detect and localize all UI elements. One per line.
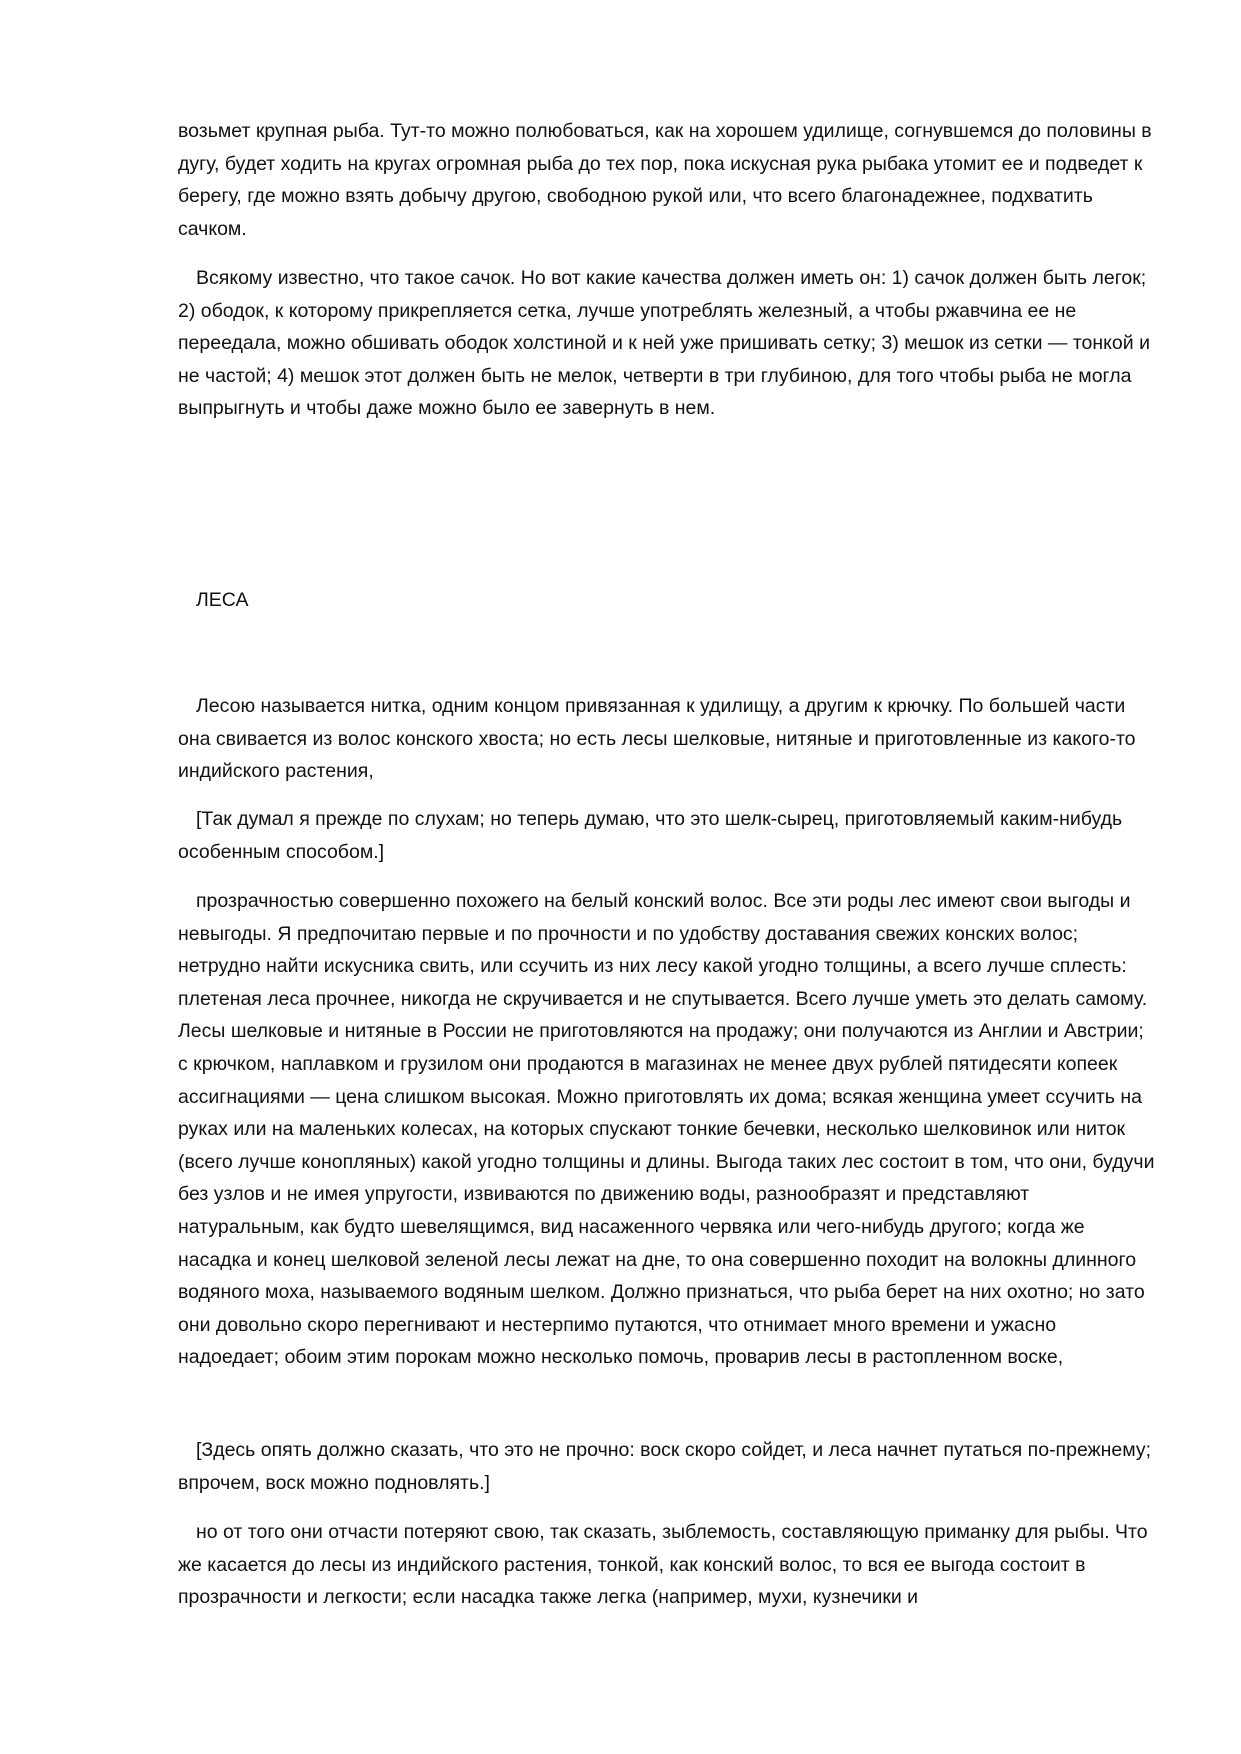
footnote-bracket-2: [Здесь опять должно сказать, что это не прочно: воск скоро сойдет, и леса начнет путаться по-прежнему; впрочем, воск можно подновлять.] [178, 1439, 1152, 1494]
paragraph-sachok: Всякому известно, что такое сачок. Но вот какие качества должен иметь он: 1) сачок должен быть легок; 2) ободок, к которому прикрепляется сетка, лучше употреблять железный, а чтобы ржавчина ее не переедала, можно обшивать ободок холстиной и к ней уже пришивать сетку; 3) мешок из сетки — тонкой и не частой; 4) мешок этот должен быть не мелок, четверти в три глубиною, для того чтобы рыба не могла выпрыгнуть и чтобы даже можно было ее завернуть в нем. [178, 267, 1150, 420]
section-heading: ЛЕСА [196, 589, 249, 611]
paragraph-indian-plant: но от того они отчасти потеряют свою, так сказать, зыблемость, составляющую приманку для рыбы. Что же касается до лесы из индийского растения, тонкой, как конский волос, то вся ее выгода состоит в прозрачности и легкости; если насадка также легка (например, мухи, кузнечики и [178, 1521, 1148, 1609]
footnote-bracket-1: [Так думал я прежде по слухам; но теперь думаю, что это шелк-сырец, приготовляемый каким-нибудь особенным способом.] [178, 808, 1123, 863]
paragraph-lesa-definition: Лесою называется нитка, одним концом привязанная к удилищу, а другим к крючку. По большей части она свивается из волос конского хвоста; но есть лесы шелковые, нитяные и приготовленные из какого-то индийского растения, [178, 695, 1136, 783]
paragraph-continuation: возьмет крупная рыба. Тут-то можно полюбоваться, как на хорошем удилище, согнувшемся до половины в дугу, будет ходить на кругах огромная рыба до тех пор, пока искусная рука рыбака утомит ее и подведет к берегу, где можно взять добычу другою, свободною рукой или, что всего благонадежнее, подхватить сачком. [178, 120, 1152, 240]
paragraph-lesa-types: прозрачностью совершенно похожего на белый конский волос. Все эти роды лес имеют свои выгоды и невыгоды. Я предпочитаю первые и по прочности и по удобству доставания свежих конских волос; нетрудно найти искусника свить, или ссучить из них лесу какой угодно толщины, а всего лучше сплесть: плетеная леса прочнее, никогда не скручивается и не спутывается. Всего лучше уметь это делать самому. Лесы шелковые и нитяные в России не приготовляются на продажу; они получаются из Англии и Австрии; с крючком, наплавком и грузилом они продаются в магазинах не менее двух рублей пятидесяти копеек ассигнациями — цена слишком высокая. Можно приготовлять их дома; всякая женщина умеет ссучить на руках или на маленьких колесах, на которых спускают тонкие бечевки, несколько шелковинок или ниток (всего лучше конопляных) какой угодно толщины и длины. Выгода таких лес состоит в том, что они, будучи без узлов и не имея упругости, извиваются по движению воды, разнообразят и представляют натуральным, как будто шевелящимся, вид насаженного червяка или чего-нибудь другого; когда же насадка и конец шелковой зеленой лесы лежат на дне, то она совершенно походит на волокны длинного водяного моха, называемого водяным шелком. Должно признаться, что рыба берет на них охотно; но зато они довольно скоро перегнивают и нестерпимо путаются, что отнимает много времени и ужасно надоедает; обоим этим порокам можно несколько помочь, проварив лесы в растопленном воске, [178, 890, 1155, 1369]
